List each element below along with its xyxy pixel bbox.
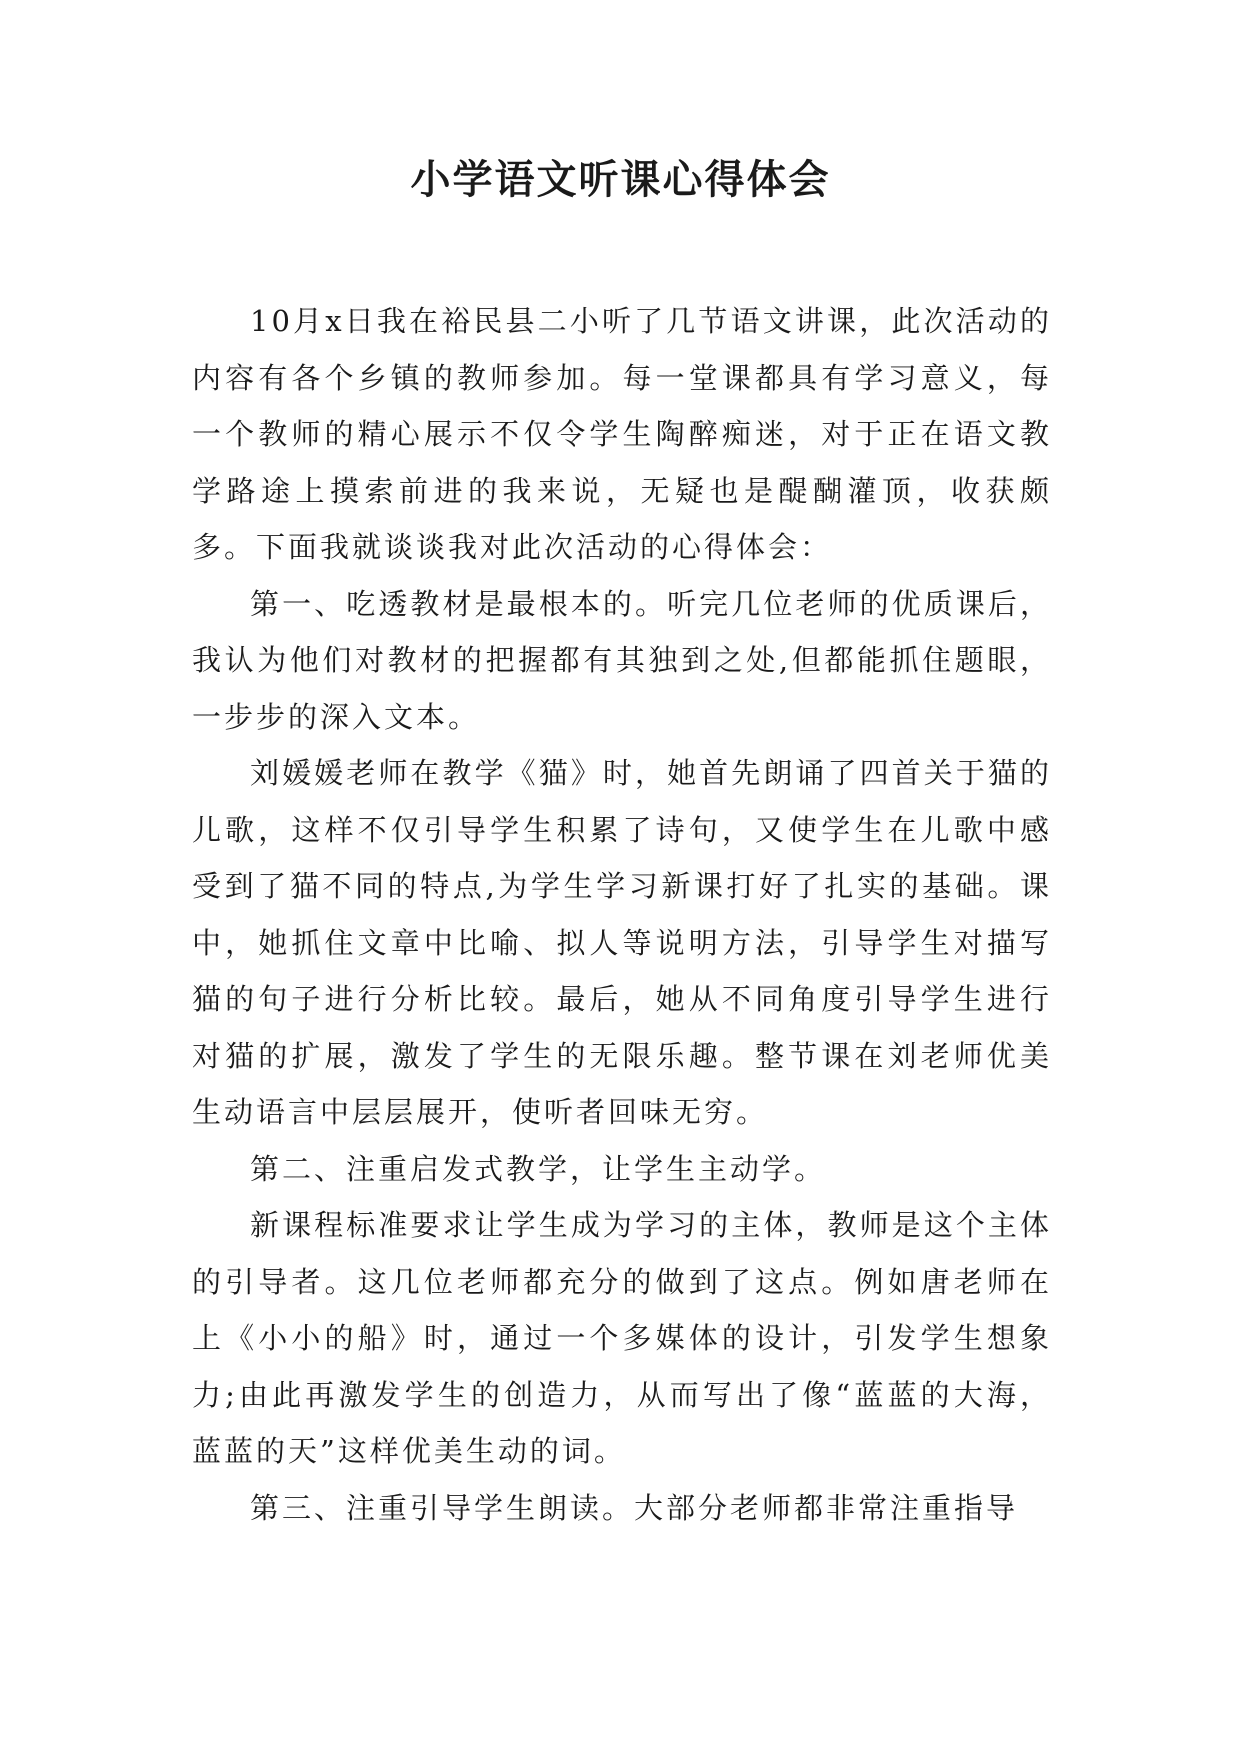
paragraph-point-one: 第一、吃透教材是最根本的。听完几位老师的优质课后，我认为他们对教材的把握都有其独到之处,但都能抓住题眼，一步步的深入文本。	[192, 586, 1052, 734]
paragraph-point-three: 第三、注重引导学生朗读。大部分老师都非常注重指导	[250, 1490, 1019, 1525]
paragraph-point-two: 第二、注重启发式教学，让学生主动学。	[250, 1151, 827, 1186]
paragraph-example-boat: 新课程标准要求让学生成为学习的主体，教师是这个主体的引导者。这几位老师都充分的做到了这点。例如唐老师在上《小小的船》时，通过一个多媒体的设计，引发学生想象力;由此再激发学生的创造力，从而写出了像“蓝蓝的大海，蓝蓝的天”这样优美生动的词。	[192, 1208, 1052, 1468]
paragraph-example-cat: 刘媛媛老师在教学《猫》时，她首先朗诵了四首关于猫的儿歌，这样不仅引导学生积累了诗句，又使学生在儿歌中感受到了猫不同的特点,为学生学习新课打好了扎实的基础。课中，她抓住文章中比喻、拟人等说明方法，引导学生对描写猫的句子进行分析比较。最后，她从不同角度引导学生进行对猫的扩展，激发了学生的无限乐趣。整节课在刘老师优美生动语言中层层展开，使听者回味无穷。	[192, 756, 1052, 1129]
document-body	[192, 293, 1052, 1536]
document-title: 小学语文听课心得体会	[410, 156, 831, 203]
paragraph-intro: 10月x日我在裕民县二小听了几节语文讲课，此次活动的内容有各个乡镇的教师参加。每一堂课都具有学习意义，每一个教师的精心展示不仅令学生陶醉痴迷，对于正在语文教学路途上摸索前进的我来说，无疑也是醍醐灌顶，收获颇多。下面我就谈谈我对此次活动的心得体会：	[192, 304, 1052, 564]
